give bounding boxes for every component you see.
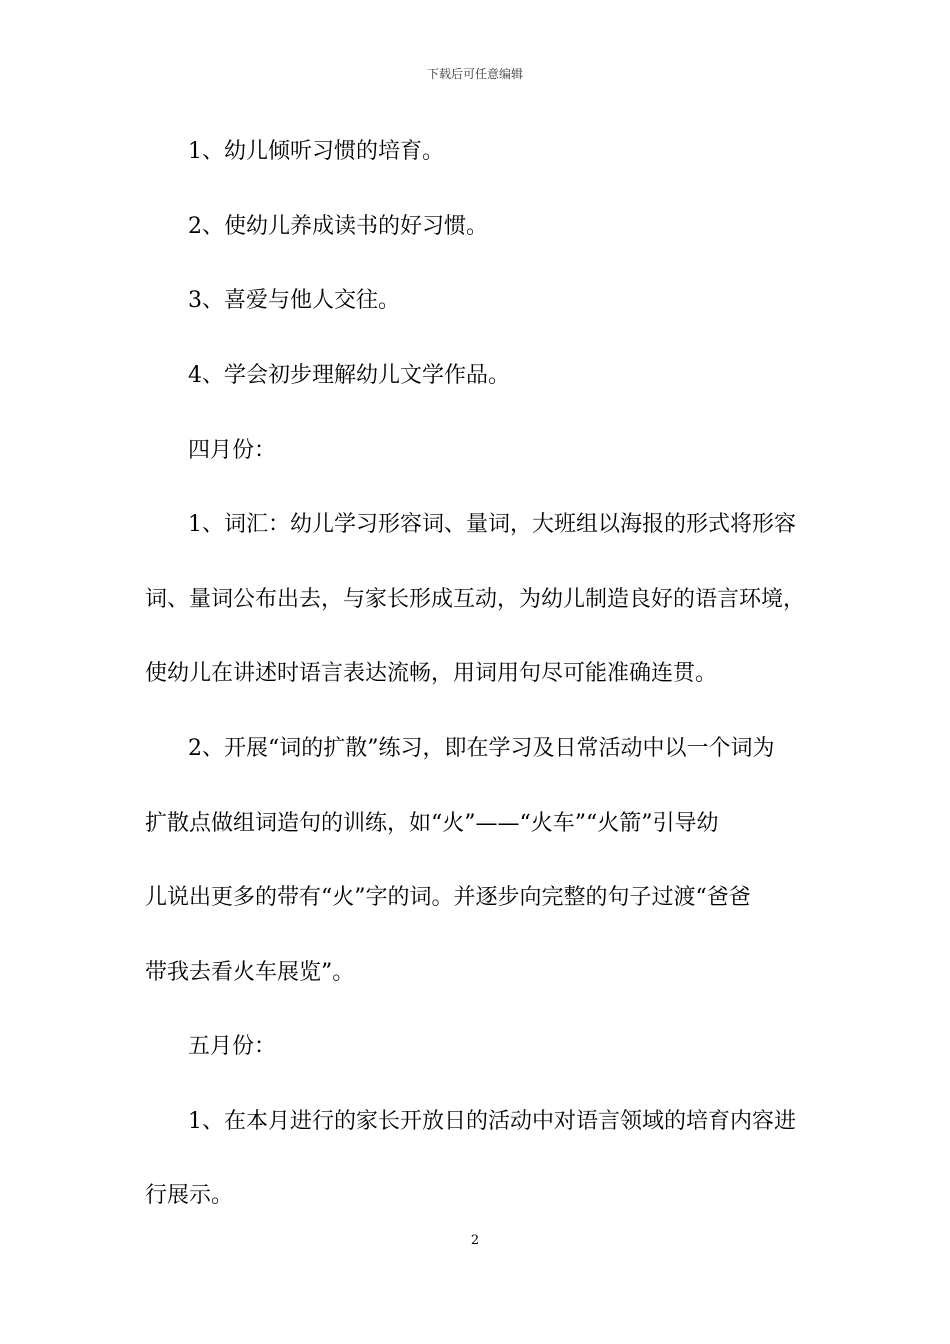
text-line: 行展示。 [145,1183,234,1208]
text-line: 1、幼儿倾听习惯的培育。 [188,139,444,164]
text-line: 2、开展“词的扩散”练习，即在学习及日常活动中以一个词为 [188,736,775,761]
text-line: 1、在本月进行的家长开放日的活动中对语言领域的培育内容进 [188,1109,796,1134]
section-heading-april: 四月份： [188,438,277,463]
page-number: 2 [470,1233,480,1248]
text-line: 带我去看火车展览”。 [145,960,355,985]
text-line: 使幼儿在讲述时语言表达流畅，用词用句尽可能准确连贯。 [145,661,718,686]
text-line: 2、使幼儿养成读书的好习惯。 [188,214,488,239]
section-heading-may: 五月份： [188,1034,277,1059]
text-line: 词、量词公布出去，与家长形成互动，为幼儿制造良好的语言环境， [145,587,806,612]
text-line: 扩散点做组词造句的训练，如“火”——“火车”“火箭”引导幼 [145,811,719,836]
text-line: 儿说出更多的带有“火”字的词。并逐步向完整的句子过渡“爸爸 [145,885,751,910]
text-line: 3、喜爱与他人交往。 [188,288,400,313]
text-line: 1、词汇：幼儿学习形容词、量词，大班组以海报的形式将形容 [188,512,796,537]
page-header: 下载后可任意编辑 [426,67,523,81]
text-line: 4、学会初步理解幼儿文学作品。 [188,363,510,388]
